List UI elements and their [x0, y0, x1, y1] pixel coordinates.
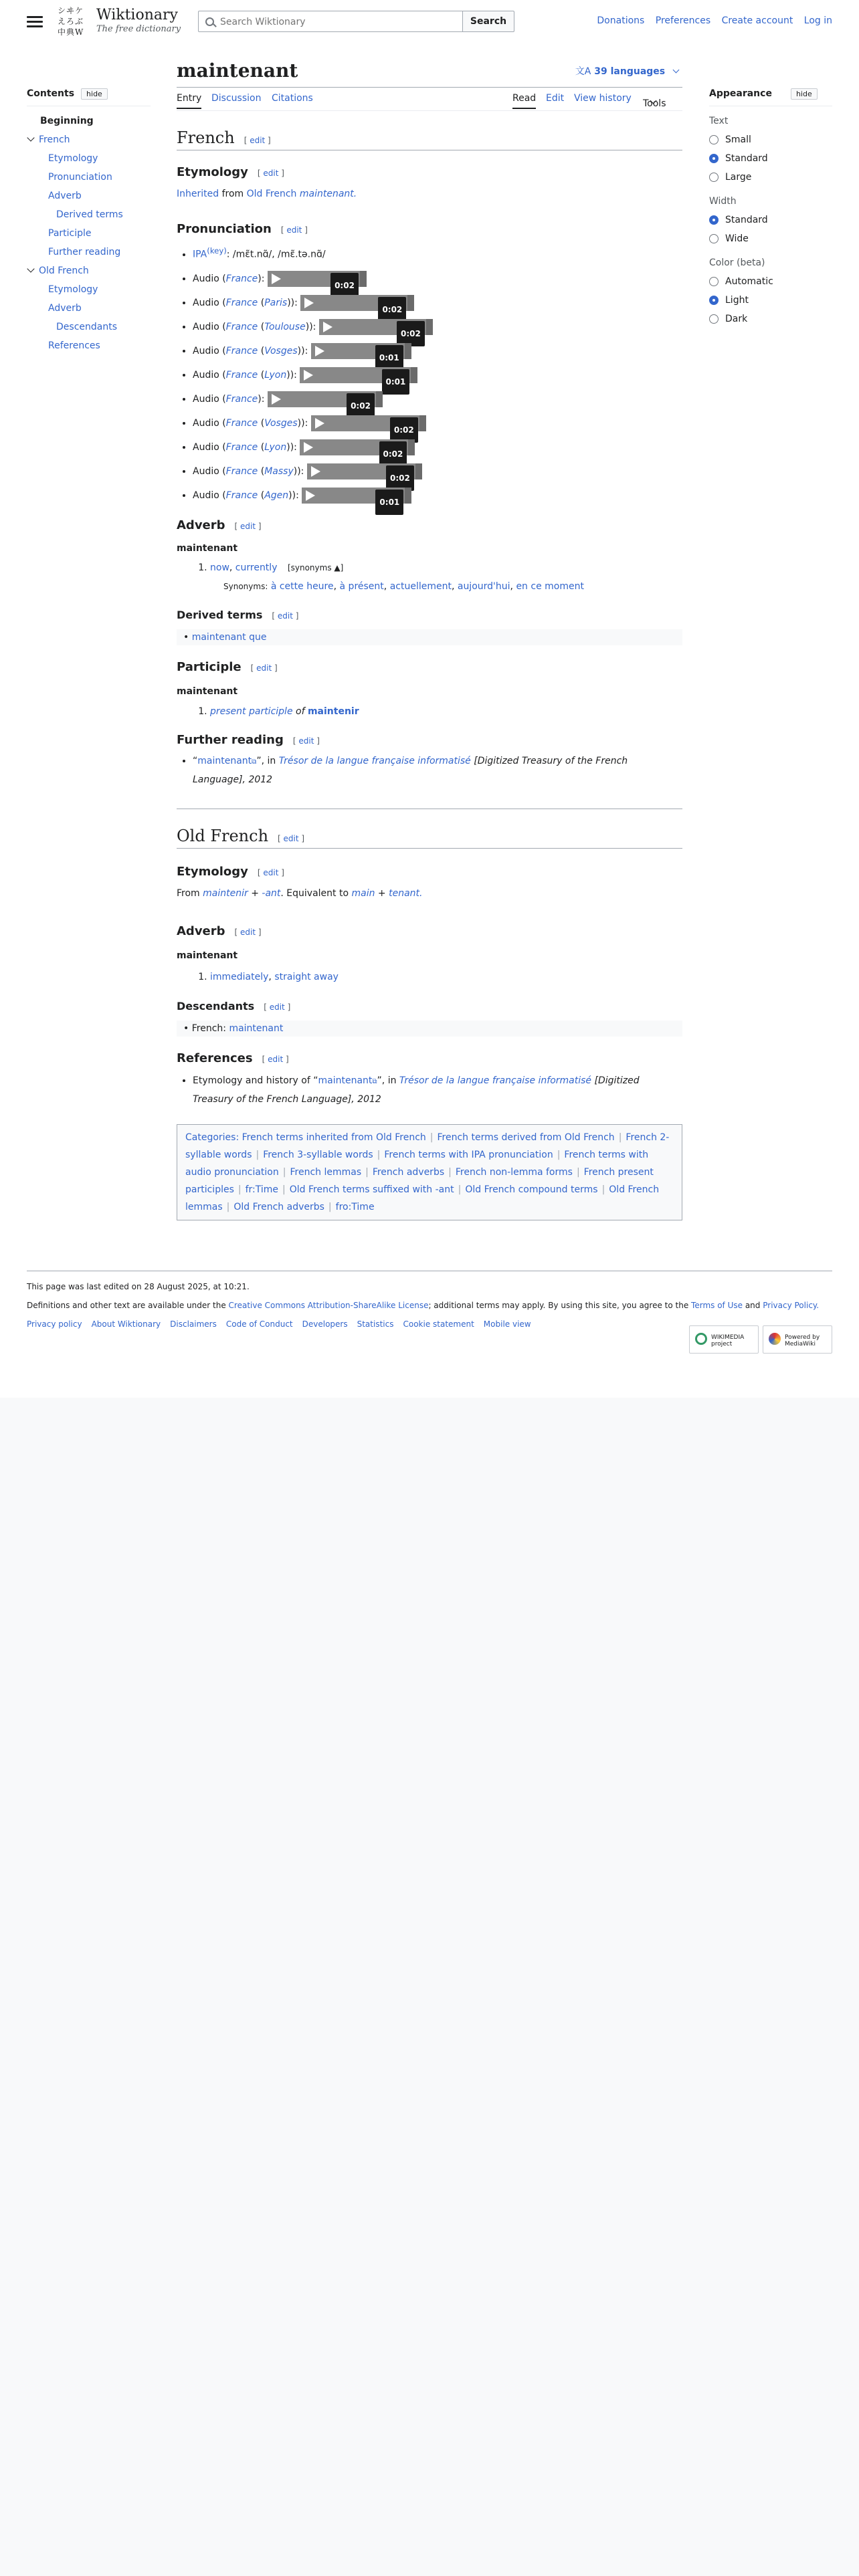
color-radio[interactable]: Light — [709, 291, 832, 310]
audio-player[interactable] — [300, 439, 415, 459]
footer-link[interactable]: Cookie statement — [403, 1319, 474, 1329]
region-link[interactable]: France — [225, 345, 258, 356]
audio-duration: 0:02 — [347, 393, 375, 419]
svg-text:中: 中 — [58, 27, 66, 37]
heading-adverb: Adverb [ edit ] — [177, 924, 262, 938]
footer-link[interactable]: About Wiktionary — [91, 1319, 161, 1329]
descendants-box: • French: maintenant — [177, 1021, 682, 1037]
page-tabs: Entry Discussion Citations Read Edit View history Tools — [177, 93, 666, 109]
footer-link[interactable]: Disclaimers — [170, 1319, 217, 1329]
site-name[interactable]: Wiktionary — [96, 7, 178, 23]
toc-item[interactable]: Descendants — [56, 322, 117, 332]
table-of-contents — [27, 88, 151, 355]
width-label: Width — [709, 196, 737, 207]
region-link[interactable]: France — [225, 321, 258, 332]
maintenir-link[interactable]: maintenir — [307, 706, 359, 717]
appearance-panel — [709, 88, 832, 328]
references-list — [177, 1072, 682, 1108]
svg-text:え: え — [58, 17, 66, 26]
play-icon[interactable] — [272, 394, 281, 405]
further-reading-item: • “maintenant⧉”, in Trésor de la langue française informatisé [Digitized Treasury of the French Language], 2012 — [193, 752, 682, 788]
present-participle-link[interactable]: present participle — [210, 706, 293, 717]
category-link[interactable]: French lemmas — [290, 1166, 362, 1178]
audio-player[interactable] — [300, 367, 417, 387]
sense-item: 1. immediately, straight away — [210, 965, 682, 989]
descendant-link[interactable]: maintenant — [229, 1023, 284, 1034]
width-radio[interactable]: Standard — [709, 211, 832, 229]
region-link[interactable]: Agen — [264, 490, 289, 501]
heading-pronunciation: Pronunciation [ edit ] — [177, 222, 308, 236]
category-link[interactable]: Old French terms suffixed with -ant — [289, 1184, 454, 1195]
audio-item: • Audio (France): 0:02 — [193, 387, 682, 411]
sense-link[interactable]: straight away — [274, 971, 339, 982]
edit-link[interactable]: edit — [298, 736, 314, 746]
edit-link[interactable]: edit — [286, 225, 302, 235]
audio-duration: 0:02 — [330, 273, 359, 298]
log-in-link[interactable]: Log in — [803, 15, 832, 26]
edit-link[interactable]: edit — [269, 1002, 285, 1012]
region-link[interactable]: Vosges — [264, 417, 298, 429]
heading-french: French [ edit ] — [177, 128, 682, 150]
last-edited: This page was last edited on 28 August 2025, at 10:21. — [27, 1282, 250, 1291]
synonym-link[interactable]: à présent — [339, 580, 384, 592]
radio-icon[interactable] — [709, 173, 719, 182]
external-link-icon: ⧉ — [372, 1077, 377, 1085]
main-menu-icon[interactable] — [27, 13, 43, 29]
edit-link[interactable]: edit — [250, 136, 266, 145]
audio-duration: 0:01 — [382, 369, 410, 395]
audio-duration: 0:01 — [375, 345, 403, 370]
audio-item: • Audio (France): 0:02 — [193, 267, 682, 291]
synonyms-toggle[interactable]: [synonyms ▲] — [287, 562, 344, 572]
category-link[interactable]: French terms inherited from Old French — [242, 1132, 426, 1143]
sense-item: 1. present participle of maintenir — [210, 700, 682, 724]
region-link[interactable]: Lyon — [264, 369, 287, 381]
footer-link[interactable]: Statistics — [357, 1319, 394, 1329]
ipa-link[interactable]: IPA — [193, 249, 207, 260]
play-icon[interactable] — [311, 466, 320, 477]
color-radio[interactable]: Dark — [709, 310, 832, 328]
suffix-link[interactable]: -ant — [262, 887, 281, 899]
privacy-link[interactable]: Privacy Policy. — [763, 1301, 820, 1310]
radio-icon[interactable] — [709, 296, 719, 305]
text-size-label: Text — [709, 116, 729, 126]
synonyms-line: Synonyms: à cette heure, à présent, actuellement, aujourd'hui, en ce moment — [223, 580, 584, 592]
derived-terms-box: • maintenant que — [177, 629, 682, 645]
play-icon[interactable] — [315, 418, 324, 429]
derived-term-link[interactable]: maintenant que — [191, 631, 267, 643]
main-content — [177, 58, 682, 1220]
edit-link[interactable]: edit — [256, 663, 272, 673]
synonym-link[interactable]: aujourd'hui — [457, 580, 510, 592]
toc-item[interactable]: Adverb — [48, 303, 82, 314]
tlfi-entry-link[interactable]: maintenant — [197, 755, 252, 766]
heading-references: References [ edit ] — [177, 1051, 289, 1065]
play-icon[interactable] — [304, 298, 314, 308]
chevron-down-icon[interactable] — [27, 134, 34, 141]
play-icon[interactable] — [315, 346, 324, 356]
category-link[interactable]: fr:Time — [245, 1184, 279, 1195]
svg-text:ろ: ろ — [66, 17, 75, 26]
radio-icon[interactable] — [709, 215, 719, 225]
ipa-key-link[interactable]: (key) — [207, 246, 227, 255]
region-link[interactable]: France — [225, 297, 258, 308]
audio-item: • Audio (France (Lyon)): 0:02 — [193, 435, 682, 459]
heading-participle: Participle [ edit ] — [177, 659, 278, 674]
tlfi-entry-link[interactable]: maintenant — [318, 1075, 373, 1086]
toc-item[interactable]: Etymology — [48, 284, 98, 295]
external-link-icon: ⧉ — [252, 758, 257, 766]
pronunciation-list — [177, 239, 682, 508]
audio-player[interactable] — [302, 488, 411, 507]
svg-text:シ: シ — [58, 6, 66, 15]
create-account-link[interactable]: Create account — [721, 15, 793, 26]
categories-box: Categories: French terms inherited from Old French | French terms derived from Old French | French 2-syllable words | French 3-syllable words | French terms with IPA pronunciation | French terms with audio pronunciation | French lemmas | French adverbs | French non-lemma forms | French present participles | fr:Time | Old French terms suffixed with -ant | Old French compound terms | Old French lemmas | Old French adverbs | fro:Time — [177, 1124, 682, 1220]
width-radio[interactable]: Wide — [709, 229, 832, 248]
tlfi-work-link[interactable]: Trésor de la langue française informatisé — [399, 1075, 592, 1086]
maintenir-link[interactable]: maintenir — [203, 887, 248, 899]
play-icon[interactable] — [304, 370, 313, 381]
mediawiki-icon — [769, 1333, 781, 1345]
audio-duration: 0:02 — [378, 297, 406, 322]
audio-item: • Audio (France (Massy)): 0:02 — [193, 459, 682, 484]
audio-item: • Audio (France (Vosges)): 0:01 — [193, 339, 682, 363]
heading-etymology: Etymology [ edit ] — [177, 165, 284, 179]
category-link[interactable]: French terms with audio pronunciation — [185, 1149, 649, 1178]
further-reading-list — [177, 752, 682, 788]
category-link[interactable]: Old French compound terms — [465, 1184, 598, 1195]
play-icon[interactable] — [272, 274, 281, 284]
synonym-link[interactable]: en ce moment — [516, 580, 584, 592]
wikimedia-icon — [695, 1333, 707, 1345]
tenant-link[interactable]: tenant. — [389, 887, 423, 899]
region-link[interactable]: Lyon — [264, 441, 287, 453]
play-icon[interactable] — [323, 322, 332, 332]
footer-link[interactable]: Code of Conduct — [225, 1319, 293, 1329]
color-radio[interactable]: Automatic — [709, 272, 832, 291]
languages-button[interactable]: 文A 39 languages — [575, 64, 682, 78]
personal-tools — [589, 15, 832, 26]
audio-duration: 0:02 — [386, 465, 414, 491]
audio-item: • Audio (France (Vosges)): 0:02 — [193, 411, 682, 435]
wikimedia-badge[interactable]: WIKIMEDIA project — [689, 1325, 759, 1354]
region-link[interactable]: Paris — [264, 297, 288, 308]
toc-beginning[interactable]: Beginning — [40, 116, 94, 126]
radio-icon[interactable] — [709, 135, 719, 144]
heading-adverb: Adverb [ edit ] — [177, 518, 262, 532]
region-link[interactable]: France — [225, 417, 258, 429]
svg-text:ぶ: ぶ — [75, 17, 84, 26]
svg-text:典: 典 — [66, 27, 75, 37]
heading-etymology: Etymology [ edit ] — [177, 864, 284, 879]
category-link[interactable]: French adverbs — [372, 1166, 445, 1178]
page-title: maintenant — [177, 60, 298, 82]
svg-text:W: W — [75, 27, 84, 37]
sense-item: 1. now, currently [synonyms ▲] Synonyms: à cette heure, à présent, actuellement, aujourd'hui, en ce moment — [210, 558, 682, 595]
sense-link-now[interactable]: now — [210, 562, 229, 573]
search-input[interactable] — [219, 11, 456, 33]
search-box — [198, 11, 463, 32]
audio-duration: 0:02 — [390, 417, 418, 443]
text-size-radio[interactable]: Small — [709, 130, 832, 149]
toc-item[interactable]: Further reading — [48, 247, 121, 257]
heading-further-reading: Further reading [ edit ] — [177, 732, 320, 747]
headword: maintenant — [177, 542, 238, 554]
page-footer — [27, 1271, 832, 1348]
region-link[interactable]: Massy — [264, 465, 294, 477]
search-icon — [205, 17, 214, 26]
toc-item[interactable]: References — [48, 340, 100, 351]
tab-view-history[interactable]: View history — [574, 93, 632, 104]
etymon-link[interactable]: maintenant. — [299, 189, 357, 199]
edit-link[interactable]: edit — [283, 833, 299, 843]
terms-link[interactable]: Terms of Use — [691, 1301, 743, 1310]
synonym-link[interactable]: actuellement — [389, 580, 452, 592]
category-link[interactable]: fro:Time — [335, 1201, 375, 1212]
headword: maintenant — [177, 685, 238, 697]
edit-link[interactable]: edit — [263, 169, 279, 178]
audio-player[interactable] — [307, 463, 422, 483]
radio-icon[interactable] — [709, 154, 719, 163]
categories-label[interactable]: Categories: — [185, 1132, 240, 1143]
audio-player[interactable] — [300, 295, 414, 314]
toc-item[interactable]: Participle — [48, 228, 92, 239]
chevron-down-icon[interactable] — [27, 265, 34, 272]
tab-edit[interactable]: Edit — [546, 93, 565, 104]
category-link[interactable]: French present participles — [185, 1166, 654, 1195]
sense-list — [177, 558, 682, 595]
toc-heading: Contents hide — [27, 88, 151, 100]
search-button[interactable]: Search — [462, 11, 514, 32]
category-link[interactable]: French terms derived from Old French — [437, 1132, 615, 1143]
toc-item[interactable]: French — [27, 130, 151, 149]
svg-text:ヰ: ヰ — [66, 6, 75, 15]
inherited-link[interactable]: Inherited — [177, 189, 219, 199]
audio-player[interactable] — [319, 319, 433, 338]
license-link[interactable]: Creative Commons Attribution-ShareAlike License — [228, 1301, 429, 1310]
edit-link[interactable]: edit — [240, 927, 256, 937]
reference-item: • Etymology and history of “maintenant⧉”, in Trésor de la langue française informatisé [Digitized Treasury of the French Language], 2012 — [193, 1072, 682, 1108]
sense-link[interactable]: immediately — [210, 971, 269, 982]
toc-item[interactable]: Derived terms — [56, 209, 123, 220]
audio-item: • Audio (France (Toulouse)): 0:02 — [193, 315, 682, 339]
svg-text:ケ: ケ — [75, 6, 84, 15]
audio-player[interactable] — [311, 415, 426, 435]
region-link[interactable]: France — [225, 273, 258, 284]
translate-icon: 文A — [575, 66, 591, 77]
region-link[interactable]: France — [225, 490, 258, 501]
toc-item[interactable]: Pronunciation — [48, 172, 112, 183]
donations-link[interactable]: Donations — [597, 15, 645, 26]
ipa-item: • $IPA^{(key)}$: /mɛ̃t.nɑ̃/, /mɛ̃.tə.nɑ̃/ — [193, 239, 682, 267]
play-icon[interactable] — [306, 490, 315, 501]
tab-read[interactable]: Read — [512, 93, 536, 109]
toc-item[interactable]: Etymology — [48, 153, 98, 164]
chevron-down-icon — [673, 67, 680, 74]
text-size-radio[interactable]: Standard — [709, 149, 832, 168]
audio-item: • Audio (France (Lyon)): 0:01 — [193, 363, 682, 387]
audio-player[interactable] — [311, 343, 411, 362]
toc-item[interactable]: Old French — [27, 261, 151, 280]
category-link[interactable]: Old French adverbs — [233, 1201, 324, 1212]
participle-senses — [177, 700, 682, 724]
edit-link[interactable]: edit — [240, 521, 256, 531]
region-link[interactable]: Toulouse — [264, 321, 306, 332]
category-link[interactable]: French 2-syllable words — [185, 1132, 670, 1160]
license-text: Definitions and other text are available under the Creative Commons Attribution-ShareAlike License; additional terms may apply. By using this site, you agree to the Terms of Use and Privacy Policy. — [27, 1301, 820, 1310]
region-link[interactable]: Vosges — [264, 345, 298, 356]
radio-icon[interactable] — [709, 277, 719, 286]
region-link[interactable]: France — [225, 441, 258, 453]
category-link[interactable]: Old French lemmas — [185, 1184, 660, 1212]
edit-link[interactable]: edit — [263, 867, 279, 877]
main-link[interactable]: main — [351, 887, 375, 899]
tab-discussion[interactable]: Discussion — [211, 93, 262, 104]
site-header — [0, 0, 859, 47]
audio-duration: 0:01 — [375, 490, 403, 515]
site-tagline: The free dictionary — [96, 24, 181, 34]
edit-link[interactable]: edit — [268, 1054, 284, 1064]
category-link[interactable]: French terms with IPA pronunciation — [384, 1149, 553, 1160]
heading-old-french: Old French [ edit ] — [177, 809, 682, 849]
category-link[interactable]: French 3-syllable words — [263, 1149, 373, 1160]
synonym-link[interactable]: à cette heure — [270, 580, 334, 592]
sense-list — [177, 965, 682, 989]
sense-link-currently[interactable]: currently — [235, 562, 278, 573]
toc-item[interactable]: Adverb — [48, 191, 82, 201]
tab-entry[interactable]: Entry — [177, 93, 201, 109]
footer-link[interactable]: Developers — [302, 1319, 348, 1329]
region-link[interactable]: France — [225, 465, 258, 477]
footer-link[interactable]: Mobile view — [483, 1319, 531, 1329]
audio-duration: 0:02 — [397, 321, 425, 346]
headword: maintenant — [177, 950, 238, 961]
old-french-link[interactable]: Old French — [246, 189, 297, 199]
wiktionary-logo-icon[interactable] — [56, 4, 91, 39]
heading-derived-terms: Derived terms [ edit ] — [177, 608, 299, 621]
text-size-radio[interactable]: Large — [709, 168, 832, 187]
radio-icon[interactable] — [709, 234, 719, 243]
edit-link[interactable]: edit — [277, 611, 293, 621]
region-link[interactable]: France — [225, 369, 258, 381]
play-icon[interactable] — [304, 442, 313, 453]
appearance-hide-button[interactable]: hide — [791, 88, 818, 100]
color-label: Color (beta) — [709, 257, 765, 268]
toc-hide-button[interactable]: hide — [81, 88, 108, 100]
footer-link[interactable]: Privacy policy — [27, 1319, 82, 1329]
tab-citations[interactable]: Citations — [272, 93, 313, 104]
mediawiki-badge[interactable]: Powered by MediaWiki — [763, 1325, 832, 1354]
heading-descendants: Descendants [ edit ] — [177, 999, 291, 1012]
radio-icon[interactable] — [709, 314, 719, 324]
category-link[interactable]: French non-lemma forms — [455, 1166, 573, 1178]
region-link[interactable]: France — [225, 393, 258, 405]
preferences-link[interactable]: Preferences — [655, 15, 711, 26]
audio-item: • Audio (France (Paris)): 0:02 — [193, 291, 682, 315]
etymology-text: Inherited from Old French maintenant. — [177, 189, 357, 199]
appearance-heading: Appearance hide — [709, 88, 832, 100]
etymology-text: From maintenir + -ant. Equivalent to main + tenant. — [177, 887, 423, 899]
tlfi-work-link[interactable]: Trésor de la langue française informatisé — [278, 755, 471, 766]
audio-duration: 0:02 — [379, 441, 407, 467]
audio-item: • Audio (France (Agen)): 0:01 — [193, 484, 682, 508]
